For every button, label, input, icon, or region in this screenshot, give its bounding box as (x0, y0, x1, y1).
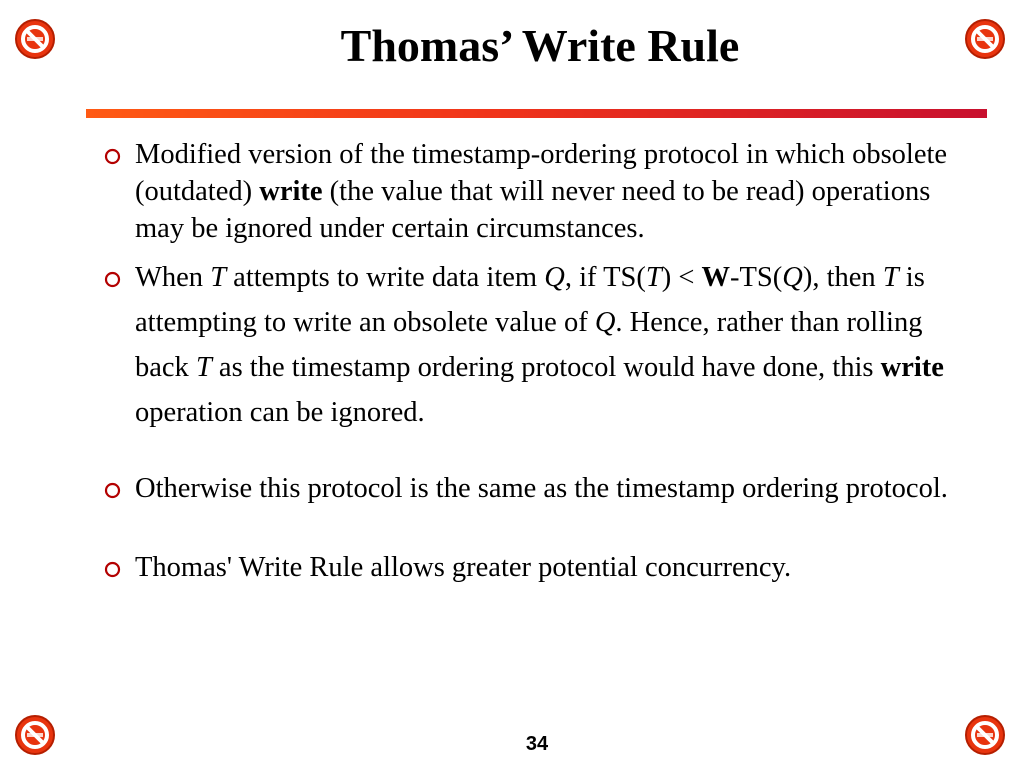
bold-term: write (880, 352, 944, 383)
bullet-text (135, 262, 944, 428)
bold-term: write (259, 176, 323, 207)
text-run: Otherwise this protocol is the same as the timestamp ordering protocol. (135, 473, 948, 504)
text-run: is attempting to write an obsolete value of (135, 262, 925, 338)
text-run: Modified version of the timestamp-ordering protocol in which obsolete (outdated) (135, 139, 948, 207)
text-run: -TS( (730, 262, 783, 293)
bullet-text (135, 139, 947, 244)
italic-variable: Q (782, 262, 803, 293)
title-divider (86, 109, 987, 118)
text-run: When (135, 262, 211, 293)
bullet-text (135, 552, 791, 583)
bullet-item (92, 549, 982, 586)
text-run: ) < (661, 262, 702, 293)
bullet-item (92, 255, 982, 435)
italic-variable: T (210, 262, 227, 293)
bold-term: W (701, 262, 731, 293)
text-run: operation can be ignored. (135, 397, 425, 428)
text-run: (the value that will never need to be read) operations may be ignored under certain circumstances. (135, 176, 931, 244)
italic-variable: Q (544, 262, 565, 293)
italic-variable: Q (594, 307, 616, 338)
text-run: ), then (802, 262, 883, 293)
text-run: attempts to write data item (226, 262, 545, 293)
hollow-circle-bullet-icon (104, 482, 121, 499)
hollow-circle-bullet-icon (104, 148, 121, 165)
page-number: 34 (525, 733, 549, 755)
italic-variable: T (195, 352, 212, 383)
slide-title: Thomas’ Write Rule (340, 20, 740, 71)
text-run: as the timestamp ordering protocol would have done, this (211, 352, 881, 383)
italic-variable: T (882, 262, 899, 293)
bullet-text (135, 473, 948, 504)
bullet-item (92, 136, 982, 247)
italic-variable: T (645, 262, 662, 293)
hollow-circle-bullet-icon (104, 561, 121, 578)
text-run: , if TS( (564, 262, 646, 293)
text-run: . Hence, rather than rolling back (135, 307, 923, 383)
bullet-list (92, 136, 982, 586)
bullet-item (92, 470, 982, 507)
hollow-circle-bullet-icon (104, 271, 121, 288)
text-run: Thomas' Write Rule allows greater potential concurrency. (135, 552, 792, 583)
